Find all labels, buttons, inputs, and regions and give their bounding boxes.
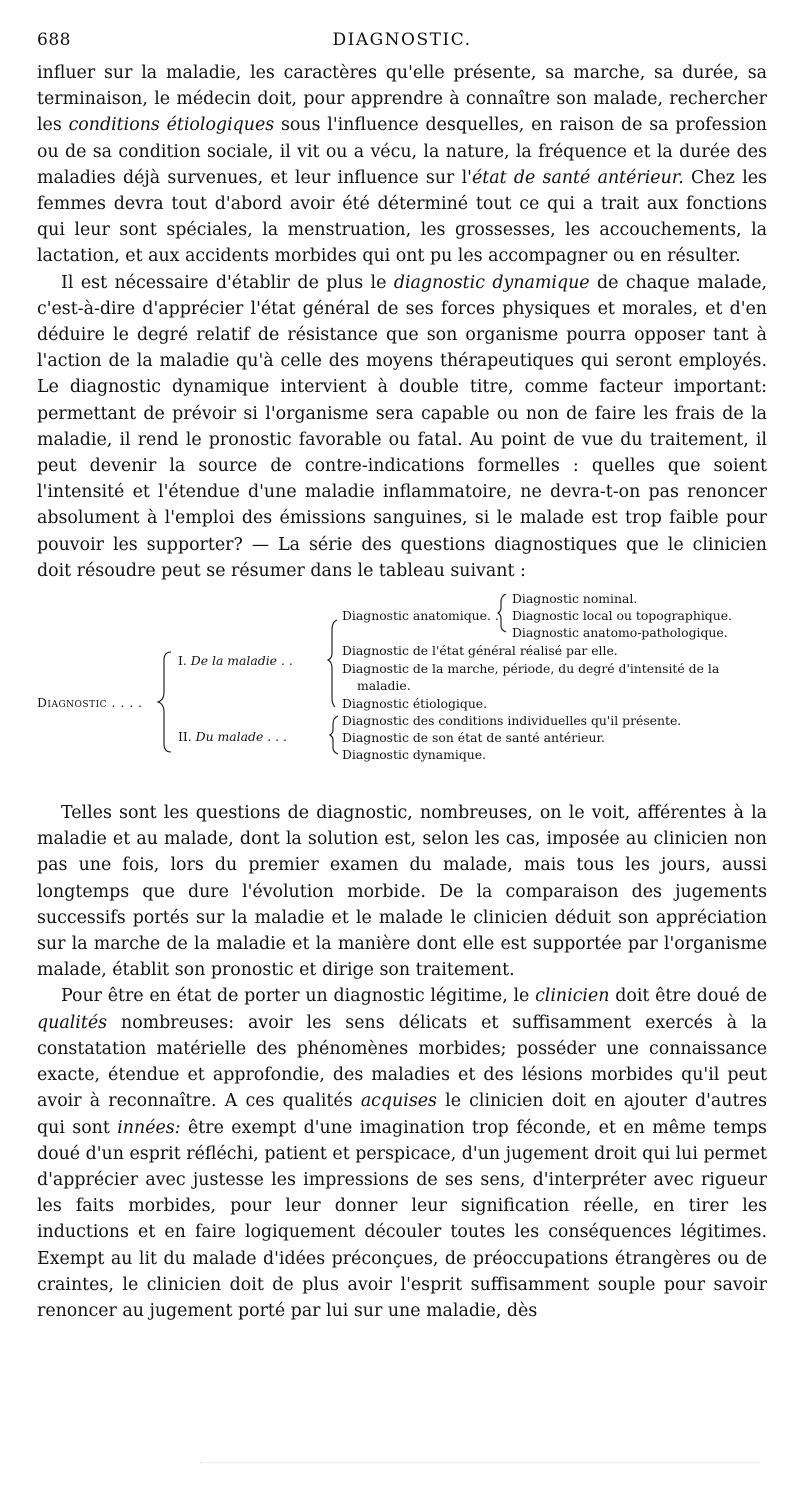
root-brace <box>158 652 171 752</box>
text-run: doit être doué de <box>609 986 767 1007</box>
diag-local: Diagnostic local ou topographique. <box>512 608 732 624</box>
emphasis-text: acquises <box>360 1091 437 1112</box>
page-number: 688 <box>37 30 71 50</box>
diag-nominal: Diagnostic nominal. <box>512 591 638 607</box>
emphasis-text: qualités <box>37 1012 108 1033</box>
emphasis-text: clinicien <box>535 986 610 1007</box>
branch-maladie-label <box>178 652 293 669</box>
diag-etat-general: Diagnostic de l'état général réalisé par elle. <box>342 643 618 659</box>
text-run: nombreuses: avoir les sens délicats et suffisamment exercés à la constatation matérielle des phénomènes morbides; posséder une connaissance exacte, étendue et approfondie, des maladies et des lésions morbides qu'il peut avoir à reconnaître. A ces qualités <box>37 1012 767 1112</box>
branch-title: De la maladie <box>190 653 277 669</box>
diag-etiologique: Diagnostic étiologique. <box>342 696 488 712</box>
branch-number: I. <box>178 653 191 669</box>
emphasis-text: innées: <box>117 1117 181 1138</box>
branch-dots: . . <box>277 653 293 669</box>
text-run: le clinicien doit en ajouter d'autres qui sont <box>37 1091 767 1138</box>
book-page <box>37 30 767 1324</box>
text-run: Pour être en état de porter un diagnostic légitime, le <box>61 986 536 1007</box>
paragraph-3: Telles sont les questions de diagnostic, nombreuses, on le voit, afférentes à la maladie et au malade, dont la solution est, selon les cas, imposée au clinicien non pas une fois, lors du premier examen du malade, mais tous les jours, aussi longtemps que dure l'évolution morbide. De la comparaison des jugements successifs portés sur la maladie et le malade le clinicien déduit son appréciation sur la marche de la maladie et la manière dont elle est supportée par l'organisme malade, établit son pronostic et dirige son traitement. <box>37 803 767 981</box>
maladie-brace <box>328 620 337 707</box>
running-title: DIAGNOSTIC. <box>332 30 472 50</box>
text-run: Chez les femmes devra tout d'abord avoir été déterminé tout ce qui a trait aux fonctions qui leur sont spéciales, la menstruation, les grossesses, les accouchements, la lactation, et aux accidents morbides qui ont pu les accompagner ou en résulter. <box>37 167 768 267</box>
diag-dynamique: Diagnostic dynamique. <box>342 747 487 763</box>
running-head <box>37 30 767 56</box>
text-run: être exempt d'une imagination trop féconde, et en même temps doué d'un esprit réfléchi, patient et perspicace, d'un jugement droit qui lui permet d'apprécier avec justesse les impressions de ses sens, d'interpréter avec rigueur les faits morbides, pour leur donner leur signification réelle, en tirer les inductions et en faire logiquement découler toutes les conséquences légitimes. Exempt au lit du malade d'idées préconçues, de préoccupations étrangères ou de craintes, le clinicien doit de plus avoir l'esprit suffisamment souple pour savoir renoncer au jugement porté par lui sur une maladie, dès <box>37 1117 767 1321</box>
emphasis-text: diagnostic dynamique <box>393 272 590 293</box>
branch-number: II. <box>178 729 196 745</box>
table-root-label: Diagnostic . . . . <box>37 695 143 711</box>
text-run: sous l'influence desquelles, en raison de sa profession ou de sa condition sociale, il vit ou a vécu, la nature, la fréquence et la durée des maladies déjà survenues, et leur influence sur l' <box>37 115 767 188</box>
paragraph-4 <box>37 983 767 1324</box>
branch-title: Du malade <box>195 729 264 745</box>
diag-conditions: Diagnostic des conditions individuelles qu'il présente. <box>342 713 682 729</box>
text-run: Il est nécessaire d'établir de plus le <box>61 272 394 293</box>
text-run: de chaque malade, c'est-à-dire d'apprécier l'état général de ses forces physiques et morales, et d'en déduire le degré relatif de résistance que son organisme pourra opposer tant à l'action de la maladie qu'à celle des moyens thérapeutiques qui seront employés. Le diagnostic dynamique intervient à double titre, comme facteur important: permettant de prévoir si l'organisme sera capable ou non de faire les frais de la maladie, il rend le pronostic favorable ou fatal. Au point de vue du traitement, il peut devenir la source de contre-indications formelles : quelles que soient l'intensité et l'étendue d'une maladie inflammatoire, ne devra-t-on pas renoncer absolument à l'emploi des émissions sanguines, si le malade est trop faible pour pouvoir les supporter? — La série des questions diagnostiques que le clinicien doit résoudre peut se résumer dans le tableau suivant : <box>37 272 768 581</box>
emphasis-text: état de santé antérieur. <box>471 167 684 188</box>
anatomique-brace <box>498 594 506 632</box>
branch-dots: . . . <box>263 729 287 745</box>
diag-anatomique: Diagnostic anatomique. . <box>342 608 499 624</box>
paragraph-2 <box>37 270 767 584</box>
paragraph-1 <box>37 60 767 270</box>
scan-artifact <box>200 1462 760 1469</box>
diag-etat-sante: Diagnostic de son état de santé antérieur. <box>342 730 605 746</box>
emphasis-text: conditions étiologiques <box>68 115 275 136</box>
diagnostic-table <box>37 591 767 784</box>
branch-malade-label <box>178 728 287 745</box>
diag-anatomo: Diagnostic anatomo-pathologique. <box>512 625 728 641</box>
diag-marche-cont: maladie. <box>357 678 411 694</box>
malade-brace <box>330 716 338 754</box>
text-run: influer sur la maladie, les caractères qu'elle présente, sa marche, sa durée, sa terminaison, le médecin doit, pour apprendre à connaître son malade, rechercher les <box>37 63 767 136</box>
diag-marche: Diagnostic de la marche, période, du degré d'intensité de la <box>342 661 720 677</box>
